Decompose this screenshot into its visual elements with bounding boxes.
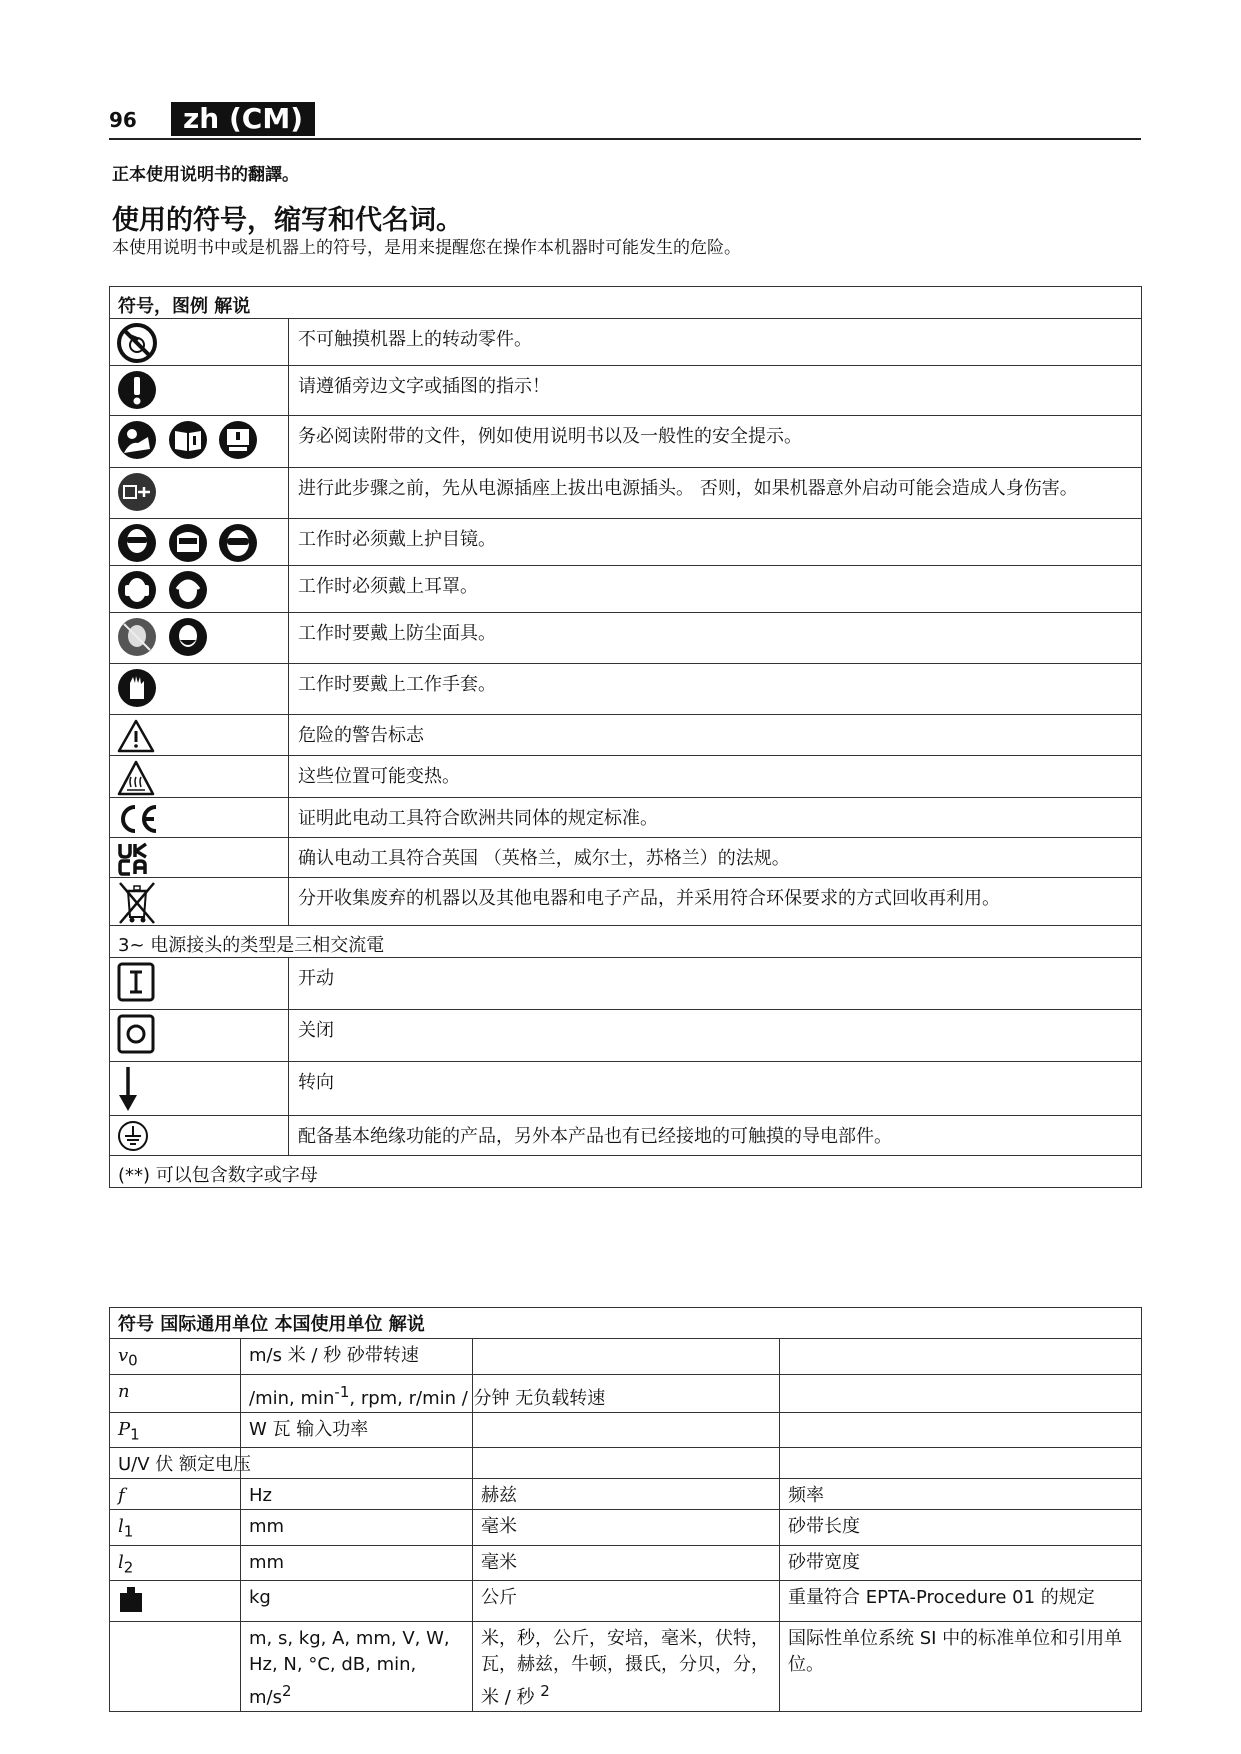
- unit-desc: [780, 1448, 1142, 1479]
- three-phase-row: 3~ 电源接头的类型是三相交流電: [110, 926, 1142, 958]
- unit-symbol: $v_0$: [110, 1339, 241, 1375]
- symbol-cell: [110, 798, 289, 838]
- symbol-cell: [110, 416, 289, 468]
- dust-mask-icon: [116, 616, 158, 658]
- symbol-cell: [110, 664, 289, 715]
- units-table: [109, 1307, 1142, 1712]
- symbol-description: 工作时要戴上防尘面具。: [289, 613, 1142, 664]
- no-touch-rotating-parts-icon: [116, 322, 158, 364]
- unit-desc: 重量符合 EPTA-Procedure 01 的规定: [780, 1581, 1142, 1622]
- safety-notice-icon: [217, 419, 259, 461]
- symbol-cell: [110, 468, 289, 519]
- unit-symbol: $l_1$: [110, 1510, 241, 1546]
- unit-symbol: f: [110, 1479, 241, 1510]
- symbol-description: 关闭: [289, 1010, 1142, 1062]
- unit-intl: mm: [241, 1545, 473, 1581]
- language-badge: zh (CM): [171, 102, 315, 136]
- section-title: 使用的符号，缩写和代名词。: [112, 205, 463, 236]
- unit-symbol: $l_2$: [110, 1545, 241, 1581]
- read-documents-icon: [116, 419, 158, 461]
- unit-local: [473, 1412, 780, 1448]
- unit-local: [473, 1339, 780, 1375]
- unit-desc: [780, 1412, 1142, 1448]
- ear-protection-icon: [116, 569, 158, 611]
- symbol-description: 证明此电动工具符合欧洲共同体的规定标准。: [289, 798, 1142, 838]
- translation-note: 正本使用说明书的翻譯。: [112, 165, 299, 185]
- symbol-description: 务必阅读附带的文件，例如使用说明书以及一般性的安全提示。: [289, 416, 1142, 468]
- unit-intl: [241, 1448, 473, 1479]
- manual-book-icon: [167, 419, 209, 461]
- units-table-header: 符号 国际通用单位 本国使用单位 解说: [110, 1308, 1142, 1339]
- ukca-mark-icon: [116, 841, 152, 877]
- gloves-icon: [116, 667, 158, 709]
- symbol-cell: [110, 1062, 289, 1116]
- footnote-row: (**) 可以包含数字或字母: [110, 1156, 1142, 1188]
- ce-mark-icon: [116, 801, 160, 837]
- unit-desc: [780, 1339, 1142, 1375]
- unit-span-text: W 瓦 输入功率: [241, 1412, 473, 1448]
- symbol-description: 确认电动工具符合英国 （英格兰，威尔士，苏格兰）的法规。: [289, 838, 1142, 878]
- symbol-cell: [110, 613, 289, 664]
- symbol-cell: [110, 1116, 289, 1156]
- face-shield-icon: [167, 522, 209, 564]
- hot-surface-icon: [116, 759, 156, 797]
- unit-symbol: [110, 1622, 241, 1712]
- mandatory-instruction-icon: [116, 369, 158, 411]
- symbol-description: 分开收集废弃的机器以及其他电器和电子产品，并采用符合环保要求的方式回收再利用。: [289, 878, 1142, 926]
- symbol-cell: [110, 838, 289, 878]
- symbol-description: 配备基本绝缘功能的产品，另外本产品也有已经接地的可触摸的导电部件。: [289, 1116, 1142, 1156]
- unit-local: 公斤: [473, 1581, 780, 1622]
- unit-symbol: $P_1$: [110, 1412, 241, 1448]
- symbol-description: 转向: [289, 1062, 1142, 1116]
- symbol-cell: [110, 878, 289, 926]
- symbols-table-header: 符号，图例 解说: [110, 287, 1142, 319]
- page-header: [109, 98, 1141, 140]
- goggles-icon: [217, 522, 259, 564]
- eye-protection-icon: [116, 522, 158, 564]
- switch-off-icon: [116, 1013, 156, 1055]
- unit-span-text: /min, $\min^{-1}$, rpm, r/min / 分钟 无负载转速: [241, 1374, 473, 1412]
- unit-desc: 频率: [780, 1479, 1142, 1510]
- switch-on-icon: [116, 961, 156, 1003]
- unit-intl: mm: [241, 1510, 473, 1546]
- unplug-icon: [116, 471, 158, 513]
- symbol-description: 工作时必须戴上护目镜。: [289, 519, 1142, 566]
- weee-bin-icon: [116, 881, 158, 925]
- symbol-cell: [110, 519, 289, 566]
- unit-local: 毫米: [473, 1510, 780, 1546]
- symbol-description: 开动: [289, 958, 1142, 1010]
- symbol-cell: [110, 566, 289, 613]
- symbol-description: 工作时必须戴上耳罩。: [289, 566, 1142, 613]
- symbol-description: 这些位置可能变热。: [289, 756, 1142, 798]
- symbol-cell: [110, 1010, 289, 1062]
- warning-triangle-icon: [116, 718, 156, 754]
- symbol-description: 工作时要戴上工作手套。: [289, 664, 1142, 715]
- section-intro: 本使用说明书中或是机器上的符号，是用来提醒您在操作本机器时可能发生的危险。: [112, 238, 741, 258]
- unit-span-text: m/s 米 / 秒 砂带转速: [241, 1339, 473, 1375]
- symbol-cell: [110, 715, 289, 756]
- ear-muffs-icon: [167, 569, 209, 611]
- unit-intl: kg: [241, 1581, 473, 1622]
- symbol-cell: [110, 756, 289, 798]
- unit-symbol: [110, 1581, 241, 1622]
- protective-earth-icon: [116, 1119, 150, 1153]
- symbol-cell: [110, 958, 289, 1010]
- unit-desc: 砂带长度: [780, 1510, 1142, 1546]
- unit-local: 毫米: [473, 1545, 780, 1581]
- page-number: 96: [109, 108, 137, 132]
- symbol-description: 进行此步骤之前，先从电源插座上拔出电源插头。 否则，如果机器意外启动可能会造成人身伤害。: [289, 468, 1142, 519]
- symbol-description: 危险的警告标志: [289, 715, 1142, 756]
- unit-desc: [780, 1374, 1142, 1412]
- symbol-description: 不可触摸机器上的转动零件。: [289, 319, 1142, 366]
- unit-intl: Hz: [241, 1479, 473, 1510]
- unit-full-row: U/V 伏 额定电压: [110, 1448, 241, 1479]
- respirator-icon: [167, 616, 209, 658]
- symbols-table: [109, 286, 1142, 1188]
- unit-local: 赫兹: [473, 1479, 780, 1510]
- unit-desc: 砂带宽度: [780, 1545, 1142, 1581]
- unit-local: 米，秒，公斤，安培，毫米，伏特，瓦，赫兹，牛顿，摄氏，分贝，分，米 / 秒 $^2$: [473, 1622, 780, 1712]
- symbol-cell: [110, 366, 289, 416]
- unit-desc: 国际性单位系统 SI 中的标准单位和引用单位。: [780, 1622, 1142, 1712]
- unit-intl: m, s, kg, A, mm, V, W, Hz, N, °C, dB, min, $m/s^2$: [241, 1622, 473, 1712]
- unit-local: [473, 1448, 780, 1479]
- symbol-description: 请遵循旁边文字或插图的指示！: [289, 366, 1142, 416]
- unit-symbol: n: [110, 1374, 241, 1412]
- direction-arrow-icon: [116, 1065, 140, 1113]
- weight-icon: [118, 1585, 144, 1613]
- symbol-cell: [110, 319, 289, 366]
